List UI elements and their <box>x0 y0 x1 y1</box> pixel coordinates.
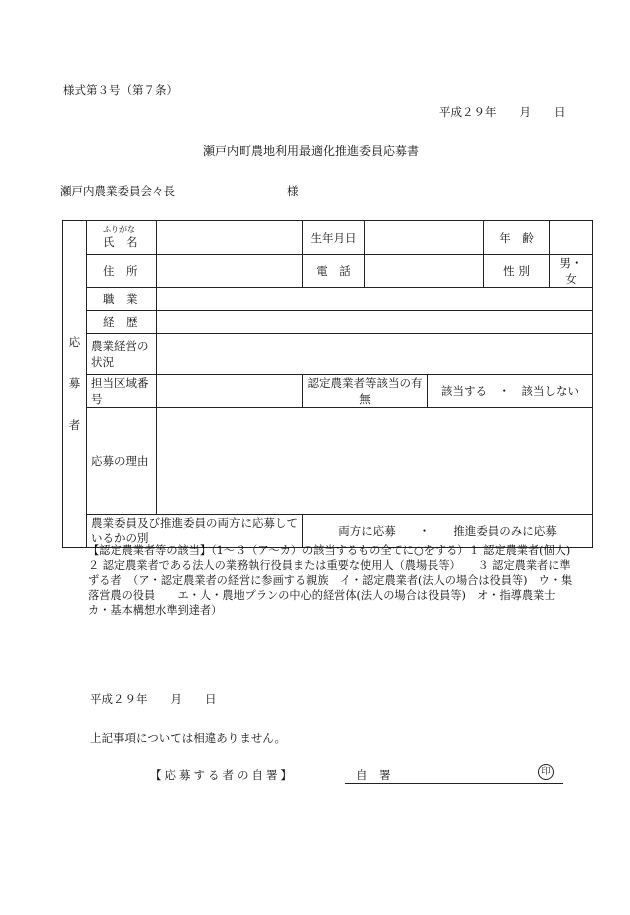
seal-icon: 印 <box>538 764 554 780</box>
occupation-value[interactable] <box>157 288 593 311</box>
addressee-suffix: 様 <box>287 184 299 198</box>
name-value[interactable] <box>157 221 303 255</box>
document-title: 瀬戸内町農地利用最適化推進委員応募書 <box>203 144 420 158</box>
confirmation-text: 上記事項については相違ありません。 <box>90 731 286 745</box>
certified-question: 認定農業者等該当の有無 <box>303 375 428 408</box>
birth-label: 生年月日 <box>303 221 365 255</box>
area-number-value[interactable] <box>157 375 303 408</box>
sex-value[interactable]: 男・女 <box>550 255 593 288</box>
history-label: 経 歴 <box>87 311 157 334</box>
phone-label: 電 話 <box>303 255 365 288</box>
signature-label: 【応募する者の自署】 <box>150 768 295 782</box>
date-top: 平成２９年 月 日 <box>439 105 566 119</box>
self-sign-label: 自 署 <box>356 768 391 782</box>
certified-options[interactable]: 該当する ・ 該当しない <box>428 375 593 408</box>
applicant-vertical-label: 応 募 者 <box>63 221 87 548</box>
birth-value[interactable] <box>365 221 484 255</box>
addressee: 瀬戸内農業委員会々長 <box>60 184 175 198</box>
farm-status-label: 農業経営の状況 <box>87 334 157 375</box>
name-label: ふりがな 氏 名 <box>87 221 157 255</box>
both-question: 農業委員及び推進委員の両方に応募しているかの別 <box>87 515 303 548</box>
sex-label: 性 別 <box>484 255 550 288</box>
age-label: 年 齢 <box>484 221 550 255</box>
history-value[interactable] <box>157 311 593 334</box>
form-number: 様式第３号（第７条） <box>63 83 178 97</box>
age-value[interactable] <box>550 221 593 255</box>
farm-status-value[interactable] <box>157 334 593 375</box>
area-number-label: 担当区域番号 <box>87 375 157 408</box>
reason-value[interactable] <box>157 408 593 515</box>
phone-value[interactable] <box>365 255 484 288</box>
address-value[interactable] <box>157 255 303 288</box>
address-label: 住 所 <box>87 255 157 288</box>
certified-note: 【認定農業者等の該当】（1～３（ア～カ）の該当するもの全てに○をする）１ 認定農業者(個人) ２ 認定農業者である法人の業務執行役員または重要な使用人（農場長等） ３ 認定農業者に準ずる者 （ア・認定農業者の経営に参画する親族 イ・認定農業者(法人の場合は役員等) ウ・集落営農の役員 エ・人・農地プランの中心的経営体(法人の場合は役員等) オ・指導農業士 カ・基本構想水準到達者） <box>88 544 593 617</box>
both-options[interactable]: 両方に応募 ・ 推進委員のみに応募 <box>303 515 593 548</box>
signature-line[interactable] <box>345 783 563 784</box>
occupation-label: 職 業 <box>87 288 157 311</box>
date-bottom: 平成２９年 月 日 <box>90 692 217 706</box>
application-table <box>62 220 593 548</box>
reason-label: 応募の理由 <box>87 408 157 515</box>
